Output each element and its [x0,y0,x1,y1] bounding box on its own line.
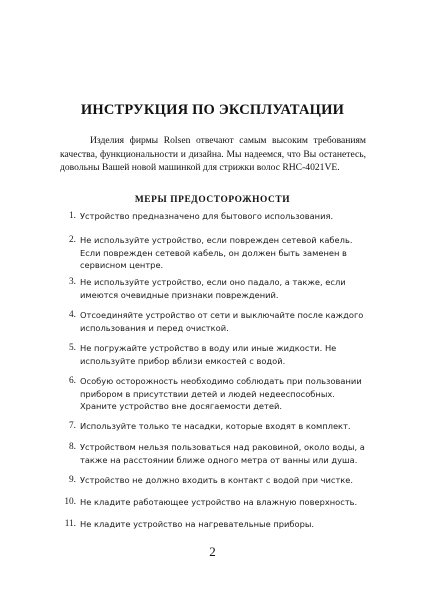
item-number: 1. [69,211,76,221]
item-number: 11. [64,519,76,529]
section-heading: МЕРЫ ПРЕДОСТОРОЖНОСТИ [134,195,291,205]
page-title: ИНСТРУКЦИЯ ПО ЭКСПЛУАТАЦИИ [80,102,345,118]
item-number: 8. [69,442,76,452]
item-text: Не используйте устройство, если оно падало, а также, если имеются очевидные признаки повреждений. [80,277,346,300]
item-number: 2. [69,235,76,245]
page-number: 2 [209,544,216,559]
item-number: 9. [69,475,76,485]
item-text: Не используйте устройство, если поврежден сетевой кабель. Если поврежден сетевой кабель, он должен быть заменен в сервисном центре. [80,235,353,270]
intro-paragraph [60,134,366,175]
item-text: Используйте только те насадки, которые входят в комплект. [80,421,351,431]
item-text: Не кладите работающее устройство на влажную поверхность. [80,497,358,507]
item-text: Не кладите устройство на нагревательные приборы. [80,519,315,529]
item-number: 3. [69,277,76,287]
item-text: Не погружайте устройство в воду или иные жидкости. Не используйте прибор вблизи емкостей с водой. [80,343,337,366]
item-text: Устройство не должно входить в контакт с водой при чистке. [80,475,354,485]
item-text: Особую осторожность необходимо соблюдать при пользовании прибором в присутствии детей и людей недееспособных. Храните устройство вне досягаемости детей. [80,376,362,411]
item-text: Отсоединяйте устройство от сети и выключайте после каждого использования и перед очисткой. [80,310,364,333]
item-number: 6. [69,376,76,386]
item-text: Устройство предназначено для бытового использования. [80,211,334,221]
item-number: 5. [69,343,76,353]
item-number: 10. [64,497,76,507]
item-number: 4. [69,310,76,320]
item-number: 7. [69,421,76,431]
item-text: Устройством нельзя пользоваться над раковиной, около воды, а также на расстоянии ближе одного метра от ванны или душа. [80,442,365,465]
intro-text: Изделия фирмы Rolsen отвечают самым высоким требованиям качества, функциональности и дизайна. Мы надеемся, что Вы останетесь, довольны Вашей новой машинкой для стрижки волос RHC-4021VE. [60,135,366,173]
